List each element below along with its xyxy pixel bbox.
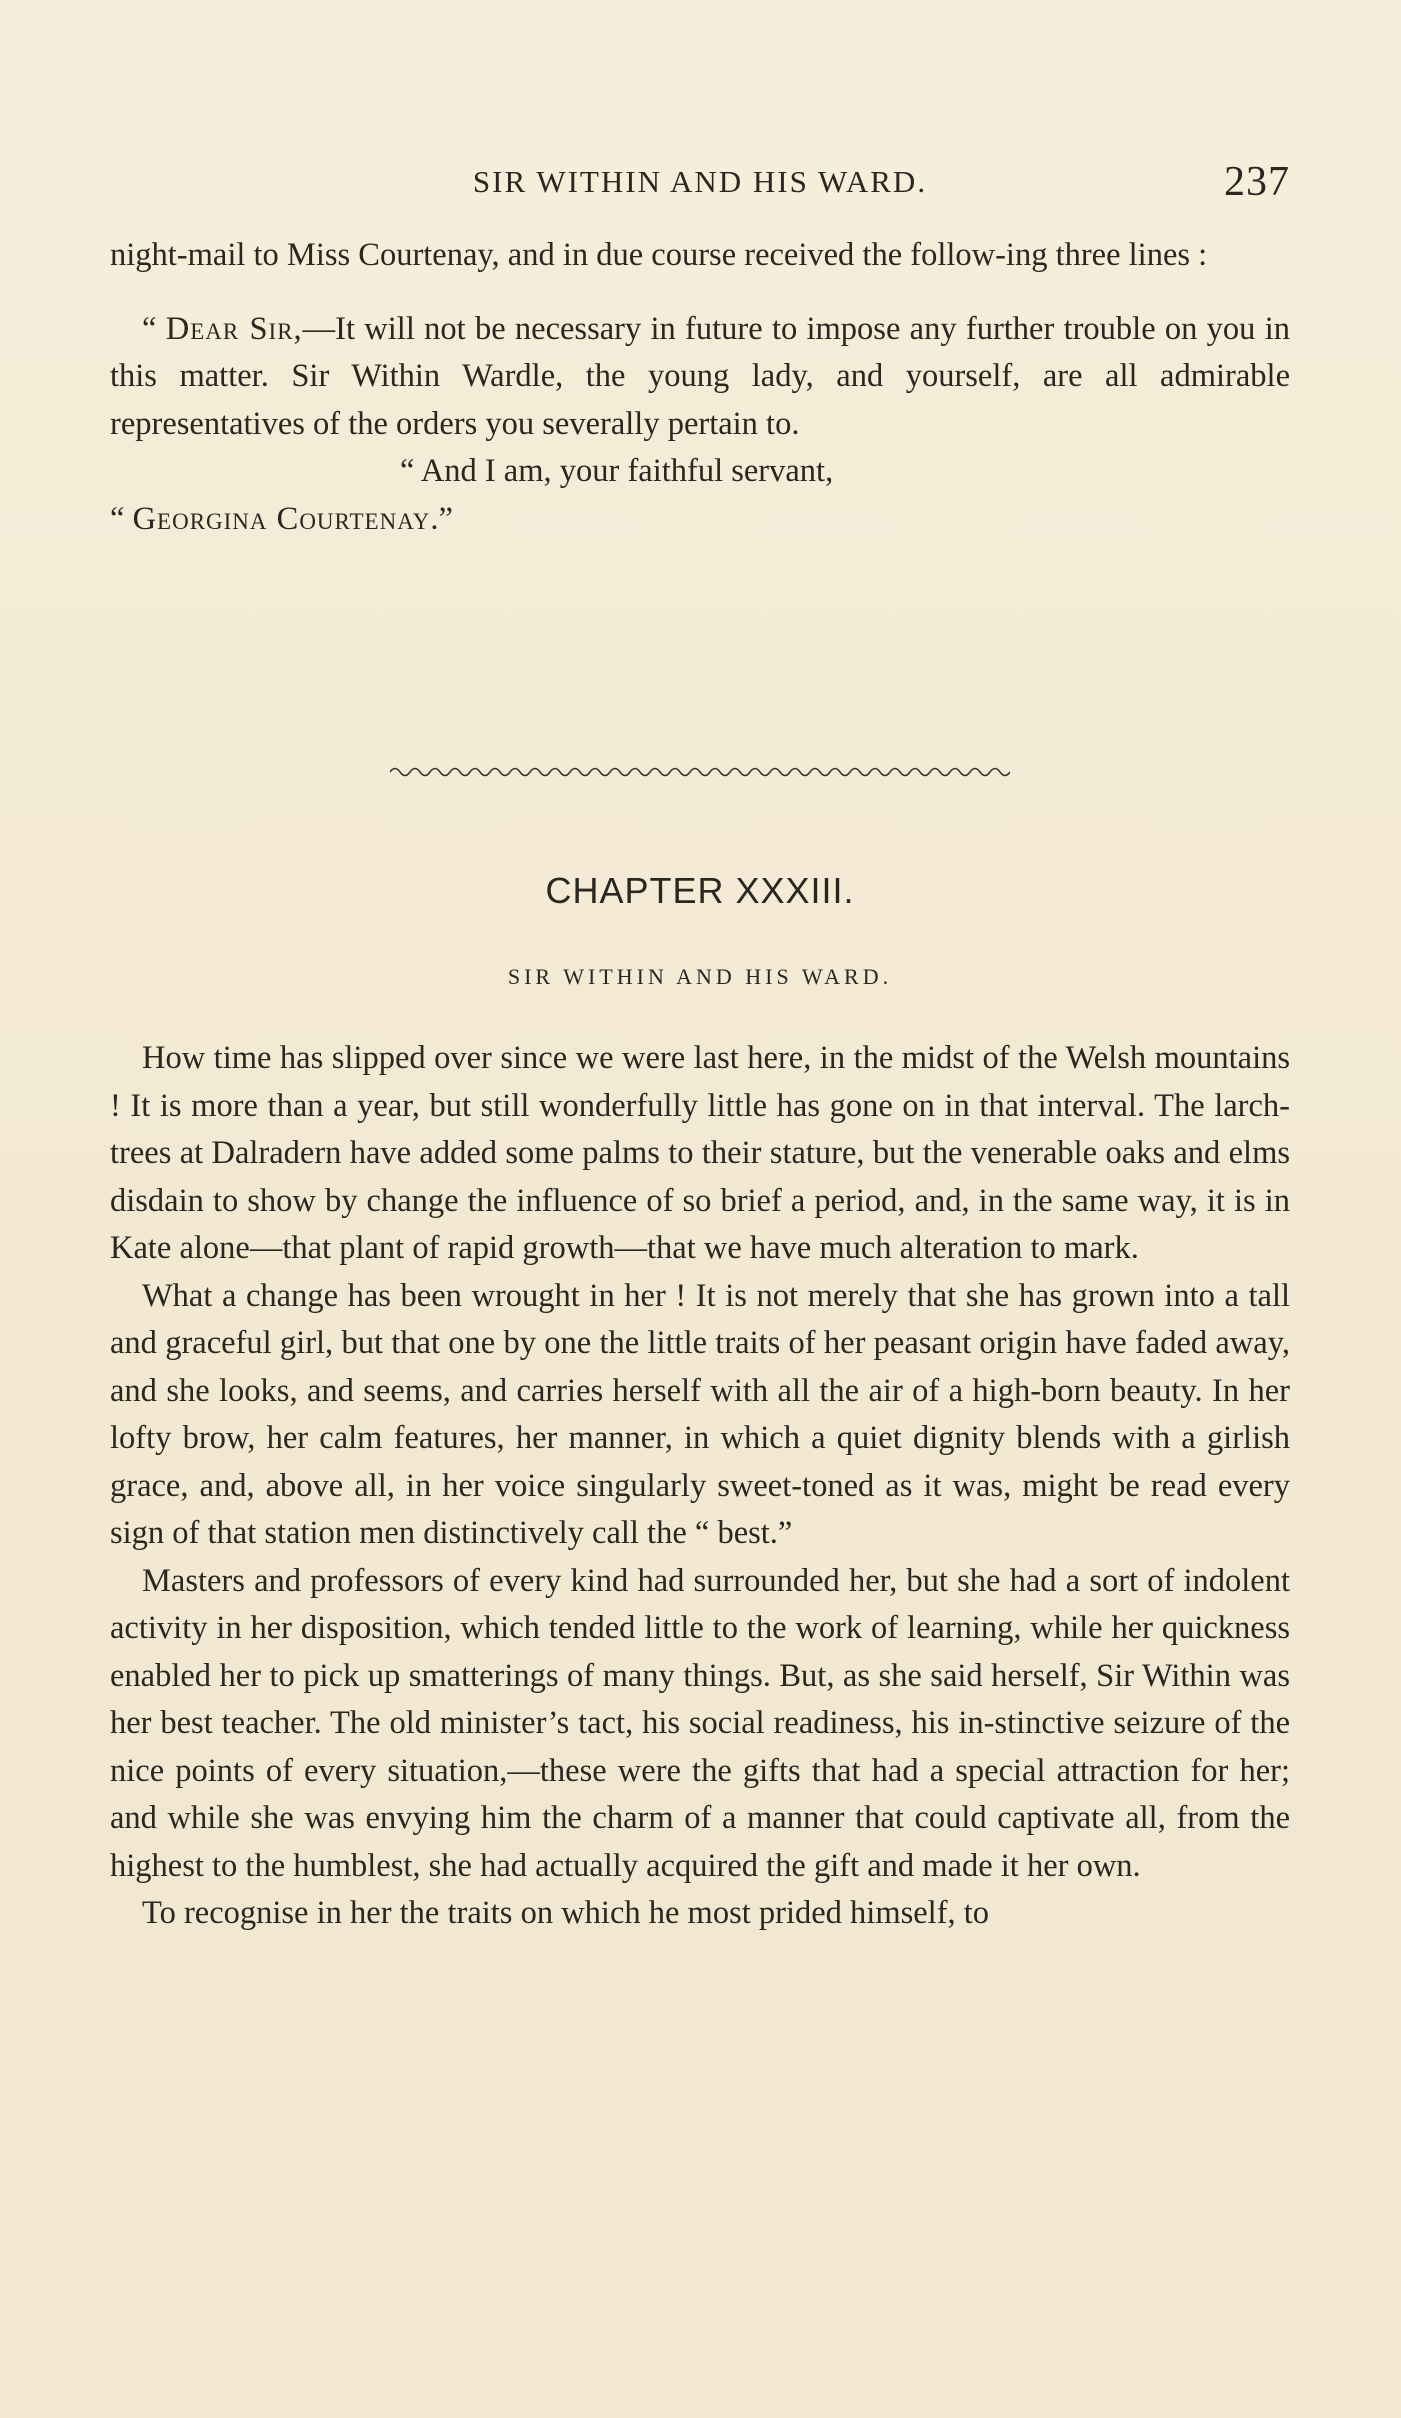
- body-paragraph-1: How time has slipped over since we were last here, in the midst of the Welsh mountains ! It is more than a year, but still wonderfully little has gone on in that interval. The larch-trees at Dalradern have added some palms to their stature, but the venerable oaks and elms disdain to show by change the influence of so brief a period, and, in the same way, it is in Kate alone—that plant of rapid growth—that we have much alteration to mark.: [110, 1040, 1290, 1266]
- body-paragraph-4: To recognise in her the traits on which he most prided himself, to: [142, 1895, 990, 1931]
- signature-close-quote: .”: [430, 500, 453, 537]
- letter-closing: “ And I am, your faithful servant,: [400, 453, 834, 489]
- paragraph-intro: night-mail to Miss Courtenay, and in due course received the follow-ing three lines :: [110, 237, 1208, 273]
- running-title: SIR WITHIN AND HIS WARD.: [472, 164, 928, 199]
- page-number: 237: [1224, 159, 1290, 205]
- chapter-body: [110, 1035, 1290, 1938]
- chapter-subtitle: SIR WITHIN AND HIS WARD.: [507, 964, 893, 989]
- wavy-rule-ornament: [390, 762, 1010, 782]
- signature-open-quote: “: [110, 500, 133, 537]
- letter-open-quote: “: [142, 310, 166, 347]
- letter-section: [110, 232, 1290, 543]
- running-header: [110, 158, 1290, 208]
- body-paragraph-2: What a change has been wrought in her ! It is not merely that she has grown into a tall and graceful girl, but that one by one the little traits of her peasant origin have faded away, and she looks, and seems, and carries herself with all the air of a high-born beauty. In her lofty brow, her calm features, her manner, in which a quiet dignity blends with a girlish grace, and, above all, in her voice singularly sweet-toned as it was, might be read every sign of that station men distinctively call the “ best.”: [110, 1277, 1290, 1551]
- signature-name: Georgina Courtenay: [132, 500, 431, 537]
- letter-body: [110, 306, 1290, 449]
- letter-body-text: —It will not be necessary in future to impose any further trouble on you in this matter. Sir Within Wardle, the young lady, and yourself, are all admirable representatives of the orders you severally pertain to.: [110, 310, 1290, 442]
- body-paragraph-3: Masters and professors of every kind had surrounded her, but she had a sort of indolent activity in her disposition, which tended little to the work of learning, while her quickness enabled her to pick up smatterings of many things. But, as she said herself, Sir Within was her best teacher. The old minister’s tact, his social readiness, his in-stinctive seizure of the nice points of every situation,—these were the gifts that had a special attraction for her; and while she was envying him the charm of a manner that could captivate all, from the highest to the humblest, she had actually acquired the gift and made it her own.: [110, 1562, 1290, 1884]
- chapter-title: CHAPTER XXXIII.: [545, 870, 855, 911]
- letter-signature: [110, 496, 1290, 544]
- letter-salutation: Dear Sir,: [165, 310, 303, 347]
